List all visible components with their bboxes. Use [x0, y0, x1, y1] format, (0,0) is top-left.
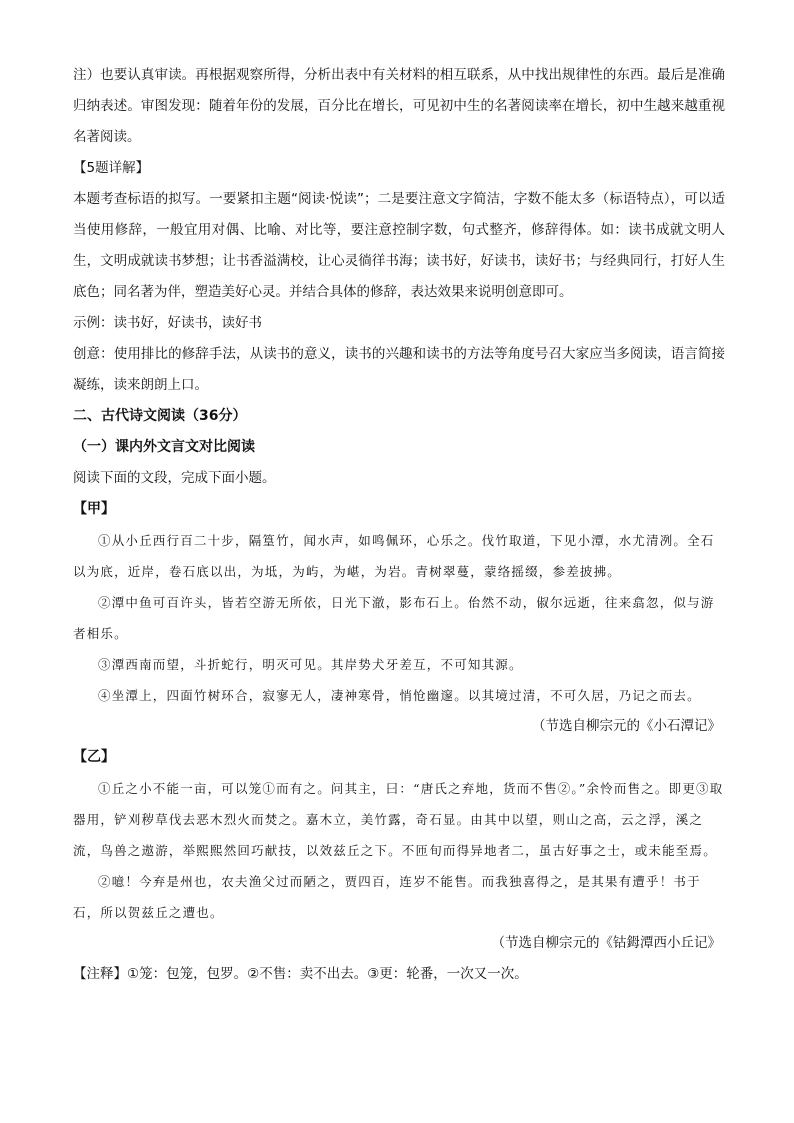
reading-instruction: 阅读下面的文段，完成下面小题。: [73, 470, 276, 486]
q5-heading: 【5题详解】: [73, 160, 150, 176]
document-page: [73, 60, 725, 990]
q5-example: 示例：读书好，好读书，读好书: [73, 315, 262, 331]
q5-idea: 创意：使用排比的修辞手法，从读书的意义，读书的兴趣和读书的方法等角度号召大家应当多阅读，语言简接凝练，读来朗朗上口。: [73, 346, 725, 393]
subsection1-title: （一）课内外文言文对比阅读: [73, 439, 255, 455]
jia-label: 【甲】: [73, 501, 115, 517]
analysis-tail: 注）也要认真审读。再根据观察所得，分析出表中有关材料的相互联系，从中找出规律性的东西。最后是准确归纳表述。审图发现：随着年份的发展，百分比在增长，可见初中生的名著阅读率在增长，初中生越来越重视名著阅读。: [73, 67, 725, 145]
jia-paragraph: ③潭西南而望，斗折蛇行，明灭可见。其岸势犬牙差互，不可知其源。: [98, 657, 523, 672]
jia-paragraph: ④坐潭上，四面竹树环合，寂寥无人，凄神寒骨，悄怆幽邃。以其境过清，不可久居，乃记之而去。: [98, 688, 701, 703]
jia-source: （节选自柳宗元的《小石潭记》: [532, 718, 721, 734]
jia-paragraph: ②潭中鱼可百许头，皆若空游无所依，日光下澈，影布石上。佁然不动，俶尔远逝，往来翕忽，似与游者相乐。: [73, 595, 715, 641]
q5-body: 本题考查标语的拟写。一要紧扣主题“阅读·悦读”；二是要注意文字简洁，字数不能太多（标语特点），可以适当使用修辞，一般宜用对偶、比喻、对比等，要注意控制字数，句式整齐，修辞得体。如：读书成就文明人生，文明成就读书梦想；让书香溢满校，让心灵徜徉书海；读书好，好读书，读好书；与经典同行，打好人生底色；同名著为伴，塑造美好心灵。并结合具体的修辞，表达效果来说明创意即可。: [73, 191, 725, 300]
yi-source: （节选自柳宗元的《钴鉧潭西小丘记》: [491, 935, 721, 951]
annotation-notes: 【注释】①笼：包笼，包罗。②不售：卖不出去。③更：轮番，一次又一次。: [73, 966, 528, 982]
yi-paragraph: ②噫！今弃是州也，农夫渔父过而陋之，贾四百，连岁不能售。而我独喜得之，是其果有遭乎！书于石，所以贺兹丘之遭也。: [73, 874, 701, 920]
section2-title: 二、古代诗文阅读（36分）: [73, 408, 247, 424]
yi-label: 【乙】: [73, 749, 115, 765]
jia-paragraph: ①从小丘西行百二十步，隔篁竹，闻水声，如鸣佩环，心乐之。伐竹取道，下见小潭，水尤清冽。全石以为底，近岸，卷石底以出，为坻，为屿，为嵁，为岩。青树翠蔓，蒙络摇缀，参差披拂。: [73, 533, 715, 579]
yi-paragraph: ①丘之小不能一亩，可以笼①而有之。问其主，曰：“唐氏之弃地，货而不售②。”余怜而售之。即更③取器用，铲刈秽草伐去恶木烈火而焚之。嘉木立，美竹露，奇石显。由其中以望，则山之高，云之浮，溪之流，鸟兽之遨游，举熙熙然回巧献技，以效兹丘之下。不匝旬而得异地者二，虽古好事之士，或未能至焉。: [73, 781, 724, 858]
